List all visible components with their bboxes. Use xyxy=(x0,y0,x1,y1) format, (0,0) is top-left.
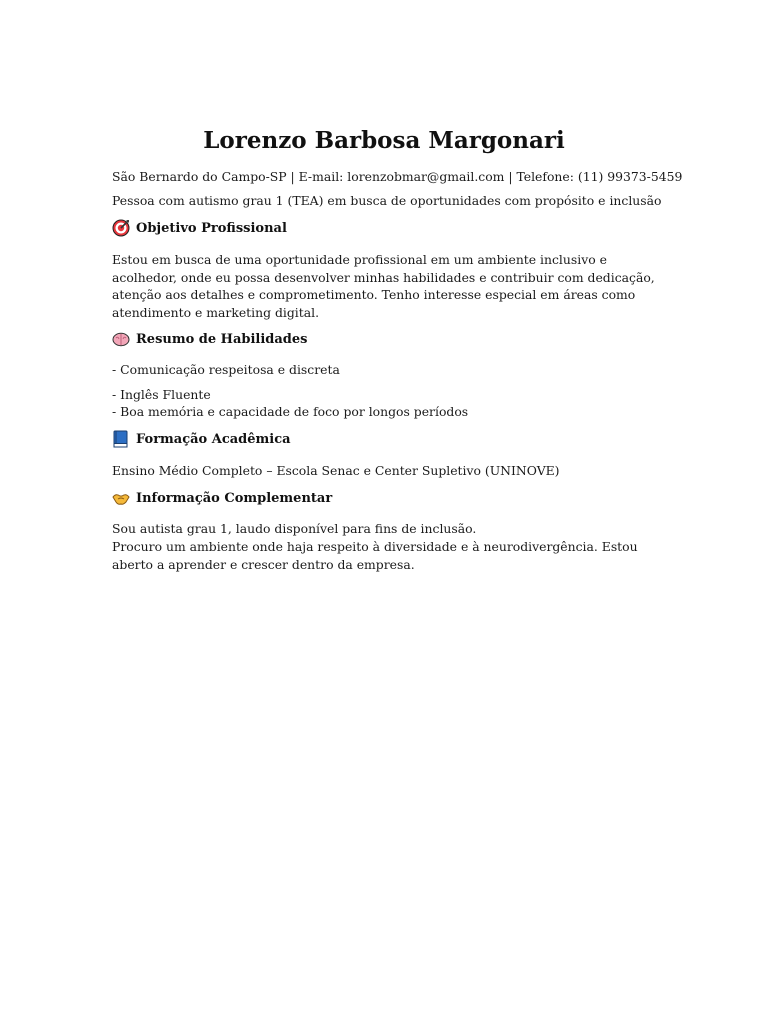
skill-item: - Inglês Fluente xyxy=(112,387,211,402)
skill-item: - Comunicação respeitosa e discreta xyxy=(112,362,340,377)
additional-text-line2: Procuro um ambiente onde haja respeito à diversidade e à neurodivergência. Estou aberto a aprender e crescer dentro da empresa. xyxy=(112,539,638,572)
book-icon xyxy=(112,430,130,448)
section-heading-objective xyxy=(112,218,287,238)
section-title-objective: Objetivo Profissional xyxy=(136,220,287,236)
brain-icon xyxy=(112,330,130,348)
resume-name: Lorenzo Barbosa Margonari xyxy=(203,127,565,154)
additional-text-line1: Sou autista grau 1, laudo disponível para fins de inclusão. xyxy=(112,521,477,536)
skill-item: - Boa memória e capacidade de foco por longos períodos xyxy=(112,404,469,419)
section-heading-skills xyxy=(112,329,308,349)
section-title-skills: Resumo de Habilidades xyxy=(136,331,308,347)
contact-line: São Bernardo do Campo-SP | E-mail: lorenzobmar@gmail.com | Telefone: (11) 99373-5459 xyxy=(112,169,683,184)
education-text: Ensino Médio Completo – Escola Senac e Center Supletivo (UNINOVE) xyxy=(112,463,560,478)
tagline: Pessoa com autismo grau 1 (TEA) em busca de oportunidades com propósito e inclusão xyxy=(112,193,662,208)
section-title-additional: Informação Complementar xyxy=(136,490,333,506)
section-heading-education xyxy=(112,429,291,449)
section-heading-additional xyxy=(112,488,332,508)
section-title-education: Formação Acadêmica xyxy=(136,431,291,447)
target-icon xyxy=(112,219,130,237)
objective-text: Estou em busca de uma oportunidade profissional em um ambiente inclusivo e acolhedor, onde eu possa desenvolver minhas habilidades e contribuir com dedicação, atenção aos detalhes e comprometimento. Tenho interesse especial em áreas como atendimento e marketing digital. xyxy=(112,252,655,320)
handshake-icon xyxy=(112,489,130,507)
